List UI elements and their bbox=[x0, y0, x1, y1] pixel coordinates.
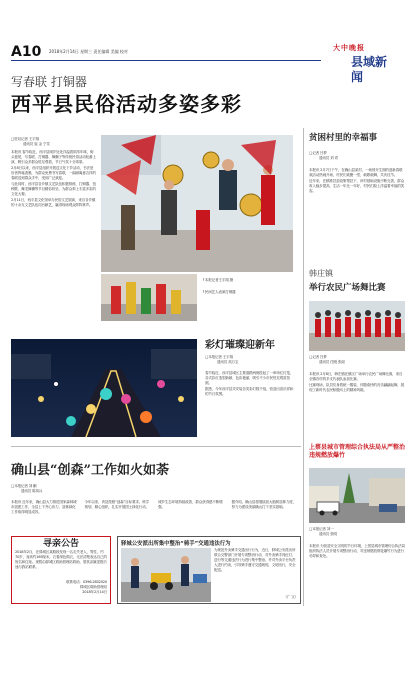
right-story3-byline bbox=[309, 527, 405, 537]
right-story1-headline: 贫困村里的幸福事 bbox=[309, 133, 378, 143]
right-story1-byline bbox=[309, 151, 405, 161]
lead-photo-performers bbox=[101, 274, 197, 321]
paragraph: 本报讯 2月8日，韩庄镇在镇区广场举行农民广场舞比赛，来自全镇各村的多支代表队参加比赛。 bbox=[309, 372, 403, 381]
paragraph: 本报讯 近年来，确山县大力推进国家森林城市创建工作，全县上下齐心协力，造林绿化工作取得明显成效。 bbox=[11, 500, 77, 514]
column-divider bbox=[303, 128, 304, 606]
lead-kicker: 写春联 打铜器 bbox=[11, 75, 87, 89]
paragraph: 据介绍，确山县将继续加大植树造林力度，努力为建设美丽确山打下坚实基础。 bbox=[231, 500, 296, 509]
paragraph: 近年来，在精准扶贫政策帮扶下，该村基础设施不断完善，群众收入稳步提高，生活一年比一年好，村民们脸上洋溢着幸福的笑容。 bbox=[309, 179, 405, 193]
byline-correspondent: 通讯员 高万宝 bbox=[217, 360, 239, 364]
byline-author: □记者 吕梦 bbox=[309, 151, 327, 155]
notice-box bbox=[11, 536, 111, 604]
page-number: A10 bbox=[11, 44, 42, 60]
sub-body bbox=[205, 371, 295, 437]
paragraph: 春节临近，西平县城区主要道路两侧挂起了一串串红灯笼，各式彩灯造型新颖、色彩艳丽，吸引不少市民驻足观赏拍照。 bbox=[205, 371, 294, 385]
byline-correspondent: 通讯员 陈凤兵 bbox=[21, 489, 43, 493]
brand-name: 大中晚报 bbox=[333, 44, 365, 52]
section-rule bbox=[11, 446, 301, 447]
sub-headline: 彩灯璀璨迎新年 bbox=[205, 340, 275, 351]
logo bbox=[333, 43, 395, 85]
lead-body bbox=[11, 150, 96, 293]
byline-correspondent: 通讯员 崔 金 宁雪 bbox=[23, 142, 50, 146]
paragraph: 今年以来，该县按照“创森”目标要求，科学规划、精心组织，扎实开展国土绿化行动，城乡生态环境持续改善，群众获得感不断增强。 bbox=[84, 500, 223, 509]
ad-tag: （广 文） bbox=[283, 595, 298, 599]
notice-title: 寻亲公告 bbox=[42, 539, 79, 549]
byline-correspondent: 通讯员 刘 青 bbox=[319, 156, 338, 160]
bottom-body bbox=[11, 500, 299, 528]
ad-body: 为规范外卖骑手交通出行行为，近日，驿城公安派出所联合交警部门开展专项整治行动，对外卖骑手闯红灯、逆行等交通违法行为进行集中整治，并对外卖平台负责人进行约谈，引导骑手遵守交通规则，文明出行，安全配送。 bbox=[214, 548, 296, 572]
byline-author: □记者 吕梦 bbox=[309, 355, 327, 359]
paragraph: 据悉，今年西平县共安装各类彩灯数千组，营造出喜庆祥和的节日氛围。 bbox=[205, 387, 294, 396]
sub-byline bbox=[205, 355, 295, 365]
paragraph: 本报讯 2月7日下午，在确山县某村，一场别开生面的迎新春联欢活动热闹开场，村民们欢聚一堂，载歌载舞，共庆佳节。 bbox=[309, 168, 403, 177]
lead-headline: 西平县民俗活动多姿多彩 bbox=[11, 92, 242, 116]
masthead-rule bbox=[11, 60, 321, 61]
notice-contact: 联系电话：0396-2832020 bbox=[65, 580, 107, 584]
right-story3-body: 本报讯 为营造安全文明的节日环境，上蔡县城市管理综合执法局组织执法人员开展专项整治行动，对违规燃放烟花爆竹行为进行劝导和查处。 bbox=[309, 544, 405, 558]
photo-caption-2: ↑民间艺人表演打铜器 bbox=[202, 290, 236, 294]
ad-photo bbox=[121, 548, 211, 602]
ad-headline: 驿城公安派出所集中整治“骑手”交通违法行为 bbox=[121, 541, 231, 547]
right-story2-kicker: 韩庄镇 bbox=[309, 269, 333, 278]
paragraph: 2月11日，西平县文化馆举办民俗文艺展演，来自各乡镇的十余支文艺队伍同台献艺，赢得现场观众阵阵掌声。 bbox=[11, 198, 96, 207]
notice-org: 驿城区救助管理站 bbox=[79, 585, 107, 589]
notice-date: 2018年2月14日 bbox=[82, 590, 107, 594]
paragraph: 与此同时，西平县各乡镇文艺队伍积极排练，打铜器、扭秧歌、舞龙舞狮等节目精彩纷呈，为群众奉上丰富多彩的文化大餐。 bbox=[11, 182, 96, 196]
notice-body: 2018年2月，在驿城区某路段发现一名走失老人，男性，约70岁，身高约165厘米，衣着深色棉衣，无法清楚表达自己的姓名和住址。现暂由驿城区救助管理站救助，望其亲属见报后速与我站联系。 bbox=[15, 550, 107, 569]
byline-correspondent: 通讯员 张明 bbox=[319, 532, 337, 536]
byline-author: □本报记者 王宇翔 bbox=[205, 355, 233, 359]
byline-author: □驻站记者 王宇翔 bbox=[11, 137, 39, 141]
right-story1-body bbox=[309, 168, 405, 278]
paragraph: 本报讯 春节临近，西平县城乡处处洋溢着浓浓年味，街头巷尾，写春联、打铜器、舞狮子等传统民俗活动轮番上演，吸引众多群众驻足观看，节日气氛十分浓厚。 bbox=[11, 150, 96, 164]
bottom-byline bbox=[11, 484, 71, 494]
police-ad-box bbox=[117, 536, 301, 604]
byline-author: □本报记者 刘一 bbox=[309, 527, 334, 531]
street-photo bbox=[309, 468, 405, 523]
byline-author: □本报记者 刘 鹏 bbox=[11, 484, 37, 488]
date-line: 2018年2月14日 星期三 责任编辑 美编 校对 bbox=[49, 49, 128, 54]
right-story2-headline: 举行农民广场舞比赛 bbox=[309, 283, 386, 293]
lead-photo-drummers bbox=[101, 135, 293, 272]
paragraph: 2月8日以来，西平县组织开展送文化下乡活动，书法爱好者挥毫泼墨，为群众免费书写春联，一副副寓意吉祥的春联送到群众手中，受到广泛欢迎。 bbox=[11, 166, 96, 180]
bottom-headline: 确山县“创森”工作如火如荼 bbox=[11, 463, 169, 478]
right-story2-byline bbox=[309, 355, 405, 365]
lanterns-night-photo bbox=[11, 339, 197, 437]
byline-correspondent: 通讯员 任刚 张丽 bbox=[319, 360, 345, 364]
section-title: 县域新闻 bbox=[351, 55, 388, 84]
photo-caption-1: ↑本报记者王宇翔 摄 bbox=[202, 278, 233, 282]
paragraph: 比赛现场，队员们身着统一服装，伴随欢快的音乐翩翩起舞，展现了新时代农民积极向上的精神风貌。 bbox=[309, 383, 405, 392]
lead-byline bbox=[11, 137, 96, 147]
right-story2-body bbox=[309, 372, 405, 437]
square-dance-photo bbox=[309, 301, 405, 351]
right-story3-headline: 上蔡县城市管理综合执法局从严整治违规燃放爆竹 bbox=[309, 444, 406, 459]
